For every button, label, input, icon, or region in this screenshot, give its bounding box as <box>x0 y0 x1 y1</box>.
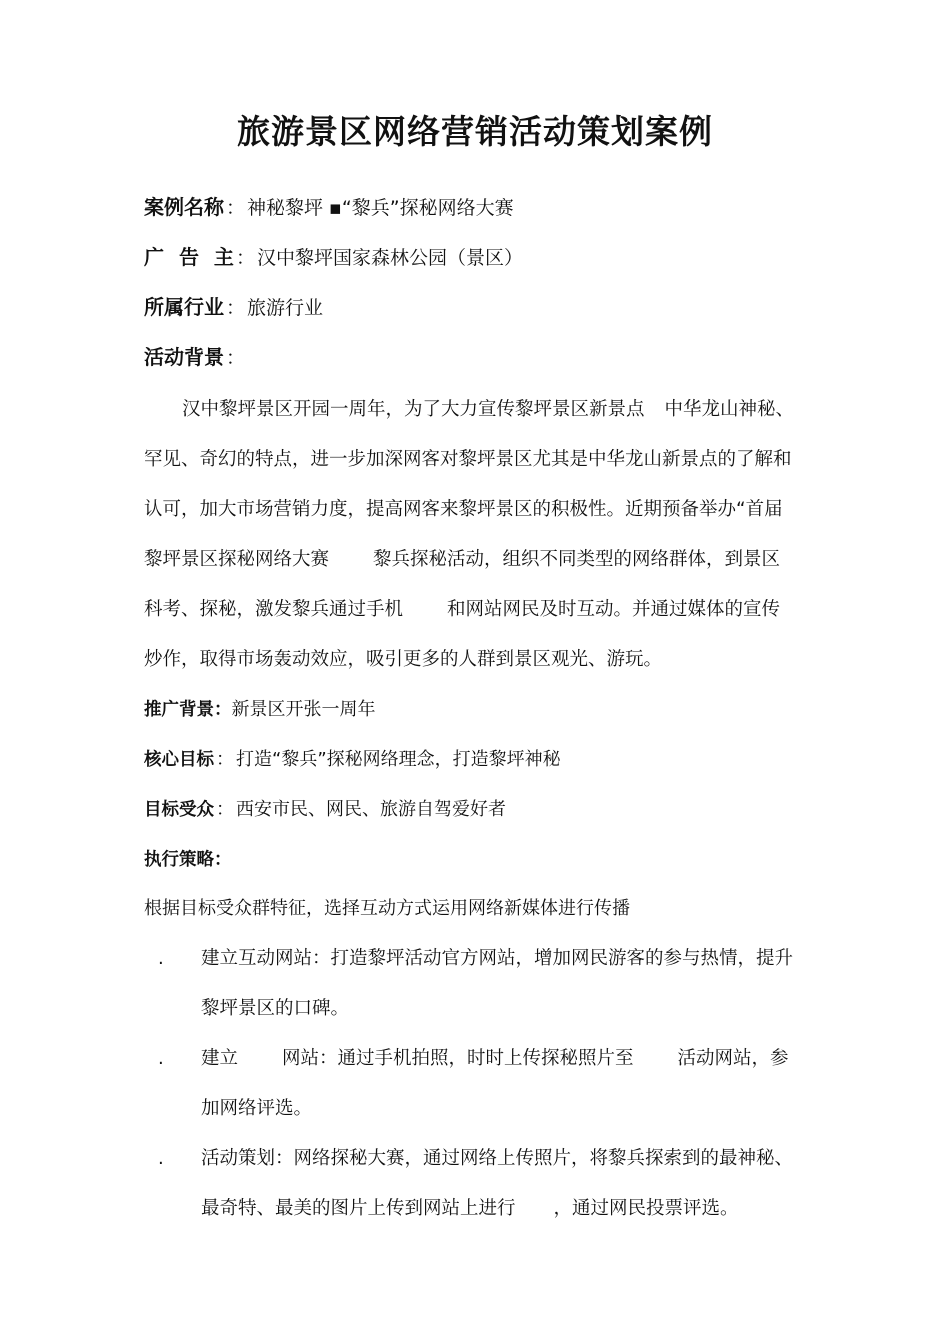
colon: ： <box>216 799 234 820</box>
audience-label: 目标受众 <box>144 800 214 820</box>
field-audience <box>144 795 506 824</box>
bullet-text: ，通过网民投票评选。 <box>553 1198 739 1219</box>
colon: ： <box>226 197 246 219</box>
bullet-line: 黎坪景区的口碑。 <box>201 998 350 1019</box>
bullet-text: 活动网站，参 <box>677 1048 789 1069</box>
bullet-marker: . <box>158 948 164 969</box>
advertiser-value: 汉中黎坪国家森林公园（景区） <box>256 247 523 269</box>
audience-value: 西安市民、网民、旅游自驾爱好者 <box>236 799 506 820</box>
bullet-line <box>201 1045 789 1073</box>
paragraph-text: 科考、探秘，激发黎兵通过手机 <box>144 599 404 620</box>
promo-value: 新景区开张一周年 <box>231 699 376 720</box>
bullet-text: 建立 <box>201 1048 239 1069</box>
background-paragraph-line: 认可，加大市场营销力度，提高网客来黎坪景区的积极性。近期预备举办“首届 <box>144 499 783 520</box>
field-industry <box>144 293 323 322</box>
bullet-marker: . <box>158 1148 164 1169</box>
background-paragraph-line <box>144 596 780 624</box>
advertiser-label: 广 告 主 <box>144 245 234 269</box>
paragraph-text: 中华龙山神秘、 <box>664 399 795 420</box>
bullet-text: 最奇特、最美的图片上传到网站上进行 <box>201 1198 516 1219</box>
bullet-line: 活动策划：网络探秘大赛，通过网络上传照片，将黎兵探索到的最神秘、 <box>201 1148 794 1169</box>
bullet-line <box>201 1195 739 1223</box>
bullet-text: 网站：通过手机拍照，时时上传探秘照片至 <box>282 1048 634 1069</box>
document-title: 旅游景区网络营销活动策划案例 <box>237 112 713 151</box>
paragraph-text: 汉中黎坪景区开园一周年，为了大力宣传黎坪景区新景点 <box>182 399 645 420</box>
colon: ： <box>216 749 234 770</box>
promo-label: 推广背景： <box>144 700 232 720</box>
background-paragraph-line <box>182 396 794 424</box>
bullet-line: 建立互动网站：打造黎坪活动官方网站，增加网民游客的参与热情，提升 <box>201 948 794 969</box>
strategy-intro: 根据目标受众群特征，选择互动方式运用网络新媒体进行传播 <box>144 898 630 919</box>
goal-label: 核心目标 <box>144 750 214 770</box>
field-promo <box>144 695 376 724</box>
field-strategy <box>144 845 232 874</box>
colon: ： <box>226 347 246 369</box>
paragraph-text: 黎兵探秘活动，组织不同类型的网络群体，到景区 <box>373 549 781 570</box>
background-paragraph-line <box>144 546 780 574</box>
background-paragraph-line: 炒作，取得市场轰动效应，吸引更多的人群到景区观光、游玩。 <box>144 649 663 670</box>
industry-label: 所属行业 <box>144 295 224 319</box>
colon: ： <box>226 297 246 319</box>
bullet-marker: . <box>158 1048 164 1069</box>
bullet-line: 加网络评选。 <box>201 1098 313 1119</box>
field-advertiser <box>144 243 523 272</box>
strategy-label: 执行策略： <box>144 850 232 870</box>
case-name-label: 案例名称 <box>144 195 224 219</box>
field-background <box>144 343 247 372</box>
field-case-name <box>144 193 514 222</box>
colon: ： <box>235 247 255 269</box>
goal-value: 打造“黎兵”探秘网络理念，打造黎坪神秘 <box>236 749 561 770</box>
background-paragraph-line: 罕见、奇幻的特点，进一步加深网客对黎坪景区尤其是中华龙山新景点的了解和 <box>144 449 792 470</box>
paragraph-text: 黎坪景区探秘网络大赛 <box>144 549 330 570</box>
industry-value: 旅游行业 <box>247 297 324 319</box>
field-goal <box>144 745 561 774</box>
paragraph-text: 和网站网民及时互动。并通过媒体的宣传 <box>447 599 781 620</box>
case-name-value: 神秘黎坪 ▪“黎兵”探秘网络大赛 <box>247 197 514 219</box>
background-label: 活动背景 <box>144 345 224 369</box>
